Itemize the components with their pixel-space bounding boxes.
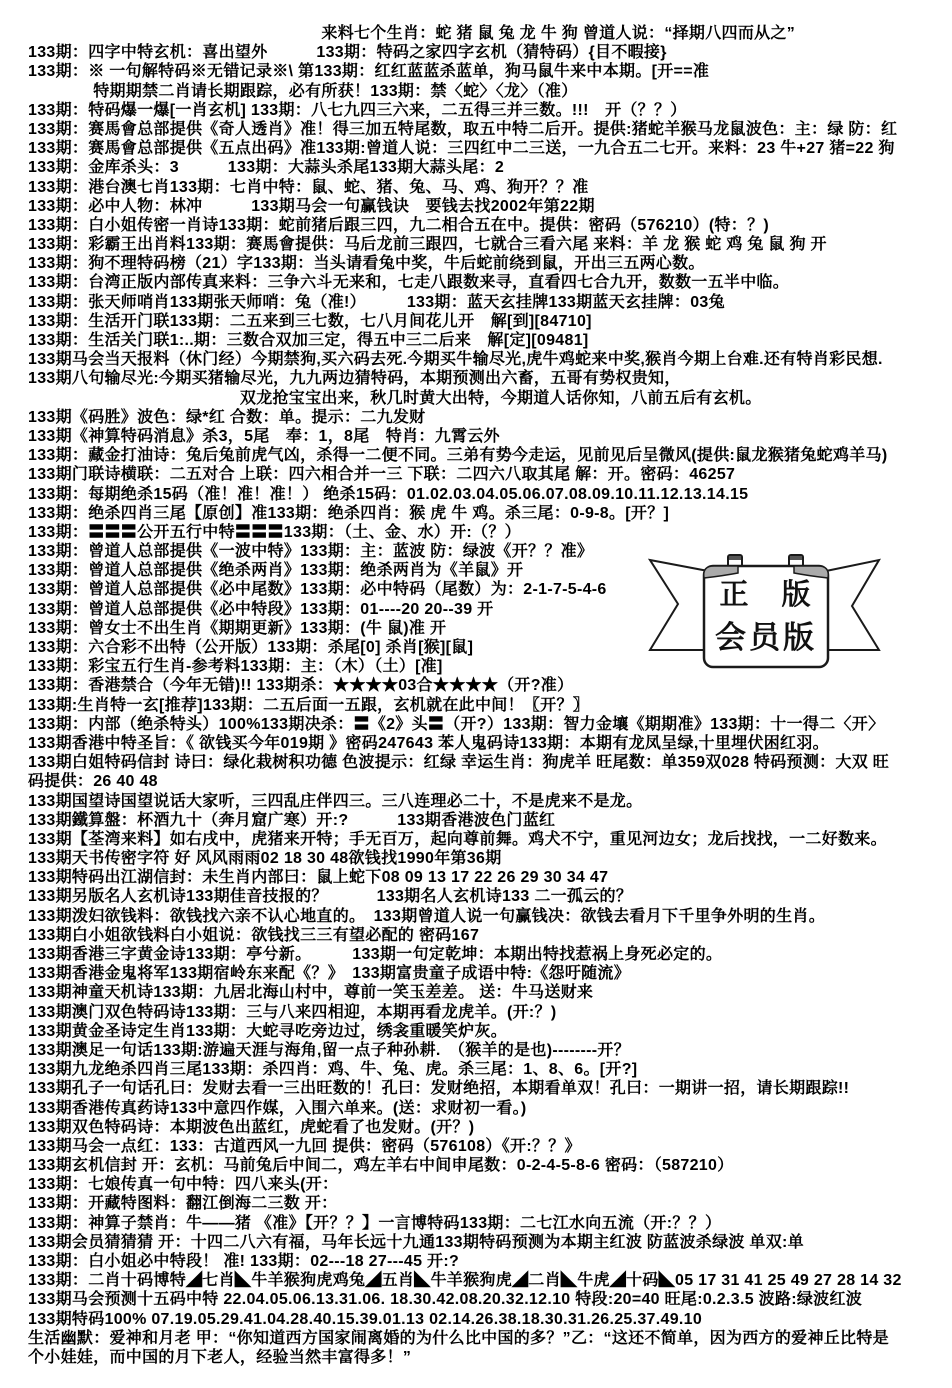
text-line: 133期：曾道人总部提供《必中特段》133期：01----20 20--39 开	[28, 600, 494, 618]
text-line: 133期：二肖十码博特◢七肖◣牛羊猴狗虎鸡兔◢五肖◣牛羊猴狗虎◢二肖◣牛虎◢十码◣05 17 31 41 25 49 27 28 14 32	[28, 1272, 902, 1290]
text-line: 133期《神算特码消息》杀3，5尾 奉：1，8尾 特肖：九霄云外	[28, 427, 500, 445]
text-line: 133期：曾道人总部提供《绝杀两肖》133期：绝杀两肖为《羊鼠》开	[28, 562, 524, 580]
text-line: 133期：曾道人总部提供《一波中特》133期：主：蓝波 防：绿波《开？？准》	[28, 543, 594, 561]
text-line: 133期：※ 一句解特码※无错记录※\ 第133期：红红蓝蓝杀蓝单，狗马鼠牛来中本期。[开==准	[28, 63, 710, 81]
text-line: 133期：张天师哨肖133期张天师哨：兔（准!） 133期：蓝天玄挂牌133期蓝天玄挂牌：03兔	[28, 293, 725, 311]
text-line: 133期：白小姐必中特段！ 准! 133期：02---18 27---45 开:?	[28, 1253, 460, 1270]
text-line: 133期：曾道人总部提供《必中尾数》133期：必中特码（尾数）为：2-1-7-5-4-6	[28, 581, 607, 599]
ribbon-right-tail	[826, 560, 879, 650]
text-line: 133期：藏金打油诗：兔后兔前虎气凶，杀得一二便不同。三弟有势今走运，见前见后呈微风(提供:鼠龙猴猪兔蛇鸡羊马)	[28, 447, 888, 465]
text-line: 133期：〓〓〓公开五行中特〓〓〓133期：（土、金、水）开:（？）	[28, 523, 521, 541]
text-line: 133期：金库杀头：3 133期：大蒜头杀尾133期大蒜头尾：2	[28, 159, 505, 177]
text-line: 133期澳足一句话133期:游遍天涯与海角,留一点子种孙耕. （猴羊的是也)--------开？	[28, 1041, 630, 1059]
text-line: 133期香港中特圣旨：《 欲钱买今年019期 》密码247643 苯人鬼码诗133期：本期有龙凤呈绿,十里埋伏困红羽。	[28, 734, 829, 752]
text-line: 133期：彩霸王出肖料133期：赛馬會提供：马后龙前三跟四，七就合三看六尾 来料：羊 龙 猴 蛇 鸡 兔 鼠 狗 开	[28, 236, 827, 254]
text-line: 133期孔子一句话孔曰：发财去看一三出旺数的！孔曰：发财绝招，本期看单双！孔曰：一期讲一招，请长期跟踪!!	[28, 1080, 850, 1098]
text-line: 133期：台湾正版内部传真来料：三争六斗无来和，七走八跟数来寻，直看四七合九开，数数一五半中临。	[28, 274, 790, 292]
text-line: 133期香港传真药诗133中意四作媒，入围六单来。(送：求财初一看。)	[28, 1099, 527, 1117]
text-line: 133期：白小姐传密一肖诗133期：蛇前猪后跟三四，九二相合五在中。提供：密码（576210）(特：？)	[28, 216, 770, 234]
text-line: 特期期禁二肖请长期跟踪，必有所获！133期：禁〈蛇〉〈龙〉（准）	[28, 82, 578, 100]
text-line: 133期：内部（绝杀特头）100%133期决杀：〓《2》头〓（开?）133期：智力金壤《期期准》133期：十一得二〈开〉	[28, 715, 885, 733]
text-line: 133期马会当天报料（休门经）今期禁狗,买六码去死.今期买牛输尽光,虎牛鸡蛇来中奖,猴肖今期上台难.还有特肖彩民想.	[28, 351, 883, 369]
text-line: 133期天书传密字符 好 风风雨雨02 18 30 48欲钱找1990年第36期	[28, 850, 502, 868]
text-line: 133期特码100% 07.19.05.29.41.04.28.40.15.39.01.13 02.14.26.38.18.30.31.26.25.37.49.10	[28, 1310, 703, 1328]
text-line: 133期：狗不理特码榜（21）字133期：当头请看兔中奖，牛后蛇前绕到鼠，开出三五两心数。	[28, 255, 705, 273]
text-line: 133期马会预测十五码中特 22.04.05.06.13.31.06. 18.30.42.08.20.32.12.10 特段:20=40 旺尾:0.2.3.5 波路:绿波红波	[28, 1291, 863, 1309]
text-line: 133期：四字中特玄机：喜出望外 133期：特码之家四字玄机（猜特码）{目不暇接}	[28, 44, 667, 62]
text-line: 133期：生活关门联1:..期：三数合双加三定，得五中三二后来 解[定][09481]	[28, 332, 589, 349]
text-line: 133期：特码爆一爆[一肖玄机] 133期：八七九四三六来，二五得三并三数。!!! 开（？？）	[28, 101, 687, 119]
text-line: 来料七个生肖：蛇 猪 鼠 兔 龙 牛 狗 曾道人说：“择期八四而从之”	[28, 25, 796, 42]
text-line: 133期：每期绝杀15码（准！准！准！） 绝杀15码：01.02.03.04.05.06.07.08.09.10.11.12.13.14.15	[28, 485, 749, 503]
text-line: 133期白姐特码信封 诗曰：绿化栽树积功德 色波提示：红绿 幸运生肖：狗虎羊 旺尾数：单359双028 特码预测：大双 旺	[28, 754, 890, 772]
text-line: 133期：赛馬會总部提供《五点出码》准133期:曾道人说：三四红中二三送，一九合五二七开。来料：23 牛+27 猪=22 狗	[28, 140, 895, 158]
text-line: 133期《码胜》波色：绿*红 合数：单。提示：二九发财	[28, 408, 426, 426]
text-line: 133期【荃湾来料】如右戌中，虎猪来开特；手无百万，起向尊前舞。鸡犬不宁，重见河边女；龙后找找，一二好数来。	[28, 830, 887, 848]
text-line: 133期：七娘传真一句中特：四八来头(开：	[28, 1176, 339, 1194]
text-line: 133期：绝杀四肖三尾【原创】准133期：绝杀四肖：猴 虎 牛 鸡。杀三尾：0-9-8。[开？]	[28, 504, 670, 522]
ribbon-left-tail	[650, 560, 708, 650]
text-line: 133期：必中人物：林冲 133期马会一句赢钱诀 要钱去找2002年第22期	[28, 197, 595, 215]
text-line: 个小娃娃，而中国的月下老人，经验当然丰富得多！”	[28, 1348, 412, 1366]
text-line: 133期白小姐欲钱料白小姐说：欲钱找三三有望必配的 密码167	[28, 926, 480, 944]
text-line: 码提供：26 40 48	[28, 773, 158, 791]
text-line: 133期：六合彩不出特（公开版）133期：杀尾[0] 杀肖[猴][鼠]	[28, 639, 474, 656]
text-line: 133期鐵算盤：杯酒九十（奔月窟广寒）开:? 133期香港波色门蓝红	[28, 811, 556, 829]
text-line: 133期：神算子禁肖：牛——猪 《准》【开？？】一言博特码133期：二七江水向五流（开:？？）	[28, 1214, 722, 1232]
text-line: 133期：港台澳七肖133期：七肖中特：鼠、蛇、猪、兔、马、鸡、狗开？？准	[28, 178, 589, 196]
text-line: 133期门联诗横联：二五对合 上联：四六相合并一三 下联：二四六八取其尾 解：开。密码：46257	[28, 466, 736, 484]
text-line: 133期国望诗国望说话大家听，三四乱庄伴四三。三八连理必二十，不是虎来不是龙。	[28, 792, 643, 810]
text-line: 133期：开藏特图料：翻江倒海二三数 开：	[28, 1195, 338, 1213]
text-line: 133期泼妇欲钱料：欲钱找六亲不认心地直的。 133期曾道人说一句赢钱决：欲钱去看月下千里争外明的生肖。	[28, 907, 825, 925]
text-line: 133期神童天机诗133期：九居北海山村中，尊前一笑玉差差。 送：牛马送财来	[28, 984, 594, 1002]
text-line: 133期香港三字黄金诗133期：亭兮新。 133期一句定乾坤：本期出特找惹祸上身死必定的。	[28, 946, 723, 963]
text-line: 133期：赛馬會总部提供《奇人透肖》准！得三加五特尾数，取五中特二后开。提供:猪蛇羊猴马龙鼠波色：主：绿 防：红	[28, 120, 898, 138]
text-line: 133期：彩宝五行生肖-参考料133期：主：（木）（土）[准]	[28, 658, 443, 676]
text-line: 133期八句输尽光:今期买猪输尽光，九九两边猜特码，本期预测出六畜，五哥有势权贵知，	[28, 370, 681, 388]
badge-line-2: 会员版	[715, 620, 817, 655]
member-edition-badge	[638, 550, 952, 678]
badge-line-1: 正 版	[719, 579, 813, 611]
text-line: 133期马会一点红：133：古道西风一九回 提供：密码（576108）《开:？？》	[28, 1137, 581, 1155]
text-line: 133期黄金圣诗定生肖133期：大蛇寻吃旁边过，绣衾重暖笑炉灰。	[28, 1022, 507, 1040]
text-line: 133期澳门双色特码诗133期：三与八来四相迎，本期再看龙虎羊。(开:？)	[28, 1003, 557, 1021]
text-line: 生活幽默：爱神和月老 甲：“你知道西方国家闹离婚的为什么比中国的多？”乙：“这还不简单，因为西方的爱神丘比特是	[28, 1329, 889, 1347]
text-line: 133期另版名人玄机诗133期佳音技报的？ 133期名人玄机诗133 二一孤云的？	[28, 888, 633, 906]
text-line: 133期玄机信封 开：玄机：马前兔后中间二，鸡左羊右中间申尾数：0-2-4-5-8-6 密码：（587210）	[28, 1157, 734, 1175]
text-line: 133期：生活开门联133期：二五来到三七数，七八月间花儿开 解[到][84710]	[28, 312, 592, 330]
text-line: 133期会员猜猜猜 开：十四二八六有福，马年长远十九通133期特码预测为本期主红波 防蓝波杀绿波 单双:单	[28, 1233, 804, 1251]
text-line: 133期：曾女士不出生肖《期期更新》133期：(牛 鼠)准 开	[28, 619, 447, 637]
text-line: 133期香港金鬼将军133期宿岭东来配《？》 133期富贵童子成语中特:《怨吁随流》	[28, 965, 631, 983]
text-line: 133期九龙绝杀四肖三尾133期：杀四肖：鸡、牛、兔、虎。杀三尾：1、8、6。[开?]	[28, 1061, 638, 1079]
text-lines	[28, 24, 952, 1367]
text-line: 133期特码出江湖信封：未生肖内部曰：鼠上蛇下08 09 13 17 22 26 29 30 34 47	[28, 869, 609, 887]
text-line: 133期双色特码诗：本期波色出蓝红，虎蛇看了也发财。(开？)	[28, 1118, 475, 1136]
text-line: 双龙抢宝宝出来，秋几时黄大出特，今期道人话你知，八前五后有玄机。	[28, 389, 762, 407]
text-line: 133期：香港禁合（今年无错)!! 133期杀：★★★★03合★★★★（开?准）	[28, 677, 574, 695]
text-line: 133期:生肖特一玄[推荐]133期：二五后面一五跟，玄机就在此中间！〖开？〗	[28, 696, 590, 714]
